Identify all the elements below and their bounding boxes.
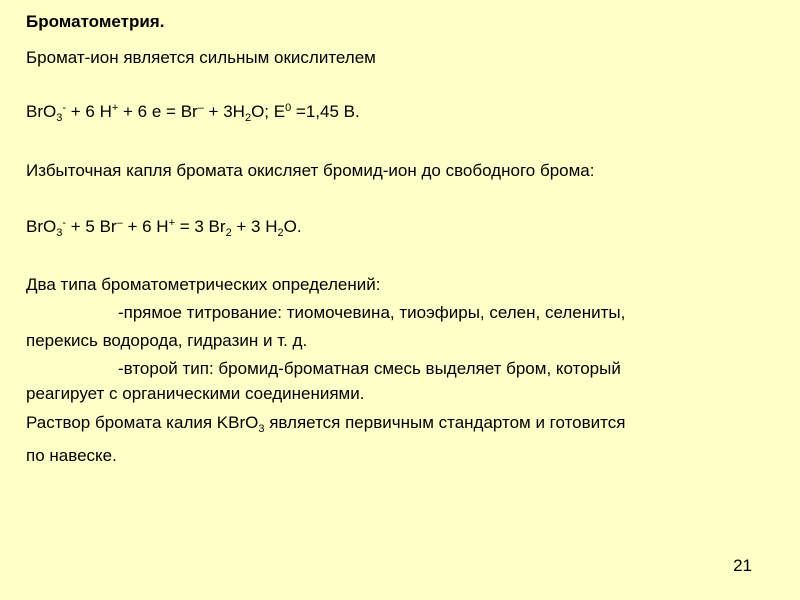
text-line-oxidizer: Бромат-ион является сильным окислителем [26, 48, 376, 67]
slide-title: Броматометрия. [26, 12, 165, 31]
page-number: 21 [733, 556, 752, 575]
text-line-second-type: -второй тип: бромид-броматная смесь выделяет бром, который [118, 359, 621, 378]
text-line-two-types: Два типа броматометрических определений: [26, 275, 381, 294]
text-line-kbro3-standard: Раствор бромата калия KBrO$_3$ является первичным стандартом и готовится [26, 413, 626, 435]
text-line-weighed: по навеске. [26, 446, 117, 465]
equation-bromine-formation: BrO$_3$- + 5 Br– + 6 H+ = 3 $Br_2 + 3$ $H_2O$. [26, 217, 302, 239]
text-line-organic: реагирует с органическими соединениями. [26, 384, 365, 403]
text-line-peroxide: перекись водорода, гидразин и т. д. [26, 331, 308, 350]
equation-bromate-reduction: BrO$_3$- + 6 H+ + 6 $e = Br^- + 3H_2O$; $E^0 =1,45$ В. [26, 102, 360, 124]
text-line-direct-titration: -прямое титрование: тиомочевина, тиоэфиры, селен, селениты, [118, 303, 626, 322]
text-line-excess-drop: Избыточная капля бромата окисляет бромид-ион до свободного брома: [26, 161, 595, 180]
